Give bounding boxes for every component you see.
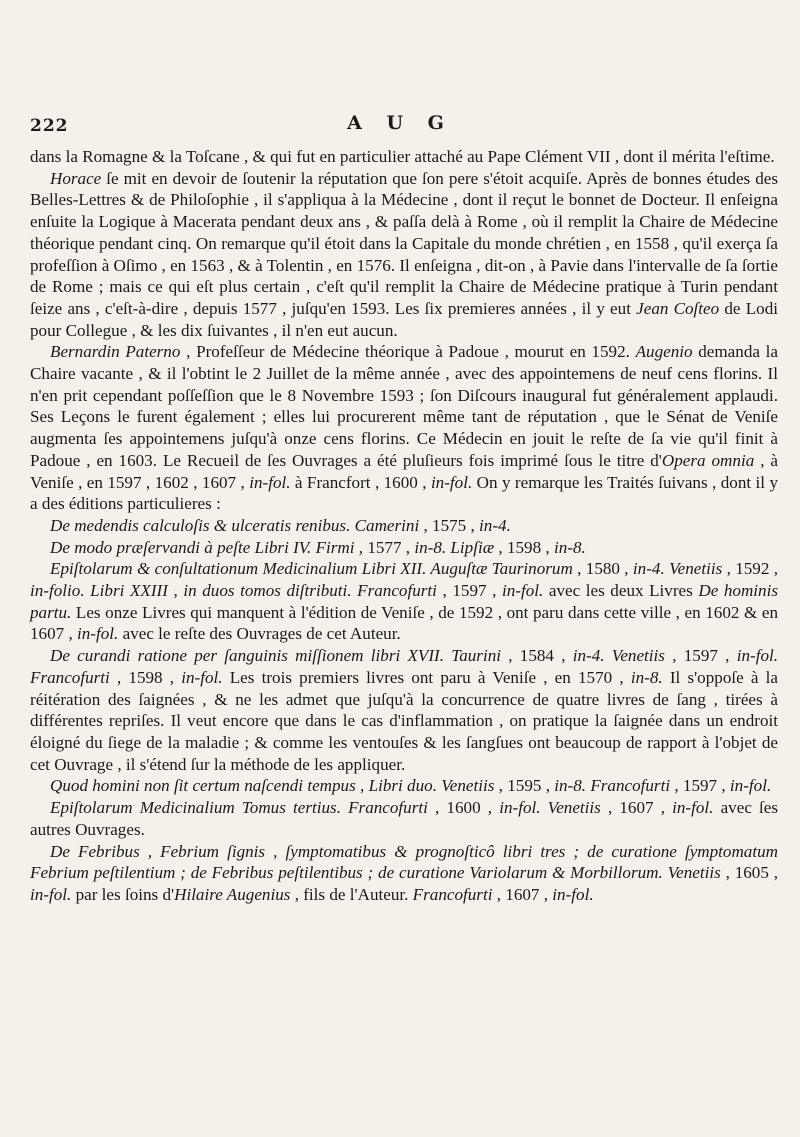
text-run: à Francfort , 1600 , [290, 472, 431, 492]
text-run: Il s'oppoſe à la réitération des ſaignées , & ne les admet que juſqu'à la concurrence de quatre livres de ſang , tirées à différentes repriſes. Il veut encore que dans le cas d'inflammation , on pratique la ſaignée dans un endroit éloigné du ſiege de la maladie ; & comme les ventouſes & les ſangſues ont beaucoup de rapport à l'objet de cet Ouvrage , il s'étend ſur la méthode de les appliquer. [30, 667, 778, 774]
italic-text: Augenio [635, 342, 693, 362]
text-run: par les ſoins d' [71, 884, 175, 904]
text-run: , 1584 , [501, 646, 573, 666]
text-run: , 1600 , [427, 798, 500, 818]
italic-text: in-fol. [181, 667, 223, 687]
italic-text: Jean Coſteo [636, 298, 720, 318]
text-run: , 1597 , [436, 581, 502, 601]
paragraph [30, 341, 778, 515]
text-run: , 1598 , [494, 537, 554, 557]
italic-text: Bernardin Paterno [50, 342, 181, 362]
text-run: avec le reſte des Ouvrages de cet Auteur. [118, 624, 401, 644]
body-text [30, 146, 778, 906]
italic-text: in-fol. [672, 798, 714, 818]
italic-text: De hominis partu. [30, 581, 779, 622]
italic-text: De Febribus , Febrium ſignis , ſymptomatibus & prognoſticô libri tres ; de curatione ſymptomatum Febrium peſtilentium ; de Febribus peſtilentibus ; de curatione Variolarum & Morbillorum. Venetiis [30, 841, 778, 883]
italic-text: in-8. [553, 537, 586, 557]
italic-text: De modo præſervandi à peſte Libri IV. Firmi [50, 537, 355, 557]
italic-text: in-fol. [501, 581, 544, 601]
text-run: ſe mit en devoir de ſoutenir la réputation que ſon pere s'étoit acquiſe. Après de bonnes études des Belles-Lettres & de Philoſophie , il s'appliqua à la Médecine , dont il reçut le bonnet de Docteur. Il enſeigna enſuite la Logique à Macerata pendant deux ans , & paſſa delà à Rome , où il remplit la Chaire de Médecine théorique pendant cinq. On remarque qu'il étoit dans la Capitale du monde chrétien , en 1558 , qu'il exerça ſa profeſſion à Oſimo , en 1563 , & à Tolentin , en 1576. Il enſeigna , dit-on , à Pavie dans l'intervalle de ſa ſortie de Rome ; mais ce qui eſt plus certain , c'eſt qu'il remplit la Chaire de Médecine pratique à Turin pendant ſeize ans , c'eſt-à-dire , depuis 1577 , juſqu'en 1593. Les ſix premieres années , il y eut [30, 168, 778, 318]
paragraph [30, 645, 778, 775]
page-number: 222 [30, 116, 69, 136]
paragraph [30, 515, 778, 537]
text-run: , 1607 , [492, 884, 553, 904]
italic-text: in-8. Francofurti [554, 776, 671, 796]
italic-text: in-8. [630, 667, 663, 687]
italic-text: in-folio. Libri XXIII , in duos tomos diſtributi. Francofurti [30, 581, 437, 601]
text-run: , Profeſſeur de Médecine théorique à Padoue , mourut en 1592. [180, 342, 636, 362]
italic-text: in-4. Venetiis [572, 646, 665, 666]
italic-text: Hilaire Augenius [174, 884, 291, 904]
text-run: , à Veniſe , en 1597 , 1602 , 1607 , [30, 450, 778, 492]
text-run: avec ſes autres Ouvrages. [30, 798, 779, 839]
text-run: demanda la Chaire vacante , & il l'obtint le 2 Juillet de la même année , avec des appointemens de neuf cens florins. Il n'en prit cependant poſſeſſion que le 8 Novembre 1593 ; ſon Diſcours inaugural fut généralement applaudi. Ses Leçons le furent également ; elles lui procurerent même tant de réputation , que le Sénat de Veniſe augmenta ſes appointemens juſqu'à onze cens florins. Ce Médecin en jouit le reſte de ſa vie qu'il finit à Padoue , en 1603. Le Recueil de ſes Ouvrages a été pluſieurs fois imprimé ſous le titre d' [30, 342, 778, 470]
text-run: On y remarque les Traités ſuivans , dont il y a des éditions particulieres : [30, 472, 778, 514]
text-run: , 1595 , [494, 776, 555, 796]
paragraph [30, 841, 778, 906]
text-run: avec les deux Livres [543, 581, 699, 601]
text-run: de Lodi pour Collegue , & les dix ſuivantes , il n'en eut aucun. [30, 298, 778, 340]
running-head: A U G [347, 112, 453, 134]
italic-text: in-fol. [552, 884, 594, 904]
italic-text: in-4. [479, 515, 511, 535]
italic-text: Epiſtolarum Medicinalium Tomus tertius. Francofurti [50, 798, 428, 818]
paragraph [30, 797, 778, 840]
italic-text: in-fol. [249, 472, 291, 492]
italic-text: in-8. Lipſiæ [414, 537, 495, 557]
text-run: Les onze Livres qui manquent à l'édition de Veniſe , de 1592 , ont paru dans cette ville , en 1602 & en 1607 , [30, 602, 778, 644]
italic-text: Opera omnia [661, 450, 755, 470]
italic-text: in-fol. Francofurti [30, 646, 779, 687]
paragraph [30, 537, 778, 559]
text-run: , 1577 , [354, 537, 415, 557]
italic-text: in-4. Venetiis [632, 559, 723, 579]
text-run: , 1575 , [419, 515, 480, 535]
paragraph [30, 558, 778, 645]
paragraph [30, 775, 778, 797]
italic-text: De curandi ratione per ſanguinis miſſionem libri XVII. Taurini [50, 646, 501, 666]
paragraph [30, 168, 778, 342]
italic-text: Epiſtolarum & conſultationum Medicinalium Libri XII. Auguſtæ Taurinorum [50, 559, 573, 579]
text-run: , 1580 , [572, 559, 633, 579]
text-run: Les trois premiers livres ont paru à Veniſe , en 1570 , [222, 667, 631, 687]
text-run: , fils de l'Auteur. [290, 884, 413, 904]
italic-text: in-fol. [729, 776, 772, 796]
text-run: , 1598 , [109, 667, 182, 687]
italic-text: Quod homini non ſit certum naſcendi tempus , Libri duo. Venetiis [50, 776, 495, 796]
text-run: , 1607 , [600, 798, 673, 818]
text-run: , 1597 , [670, 776, 730, 796]
paragraph [30, 146, 778, 168]
italic-text: De medendis calculoſis & ulceratis renibus. Camerini [50, 515, 420, 535]
text-run: dans la Romagne & la Toſcane , & qui fut en particulier attaché au Pape Clément VII , dont il mérita l'eſtime. [30, 147, 775, 166]
italic-text: Francofurti [412, 884, 493, 904]
italic-text: in-fol. [430, 472, 473, 492]
italic-text: in-fol. [77, 624, 119, 644]
text-run: , 1592 , [722, 559, 779, 579]
text-run: , 1597 , [664, 646, 737, 666]
italic-text: in-fol. Venetiis [499, 798, 601, 818]
text-run: , 1605 , [720, 863, 778, 883]
italic-text: Horace [50, 168, 102, 188]
italic-text: in-fol. [30, 884, 72, 904]
